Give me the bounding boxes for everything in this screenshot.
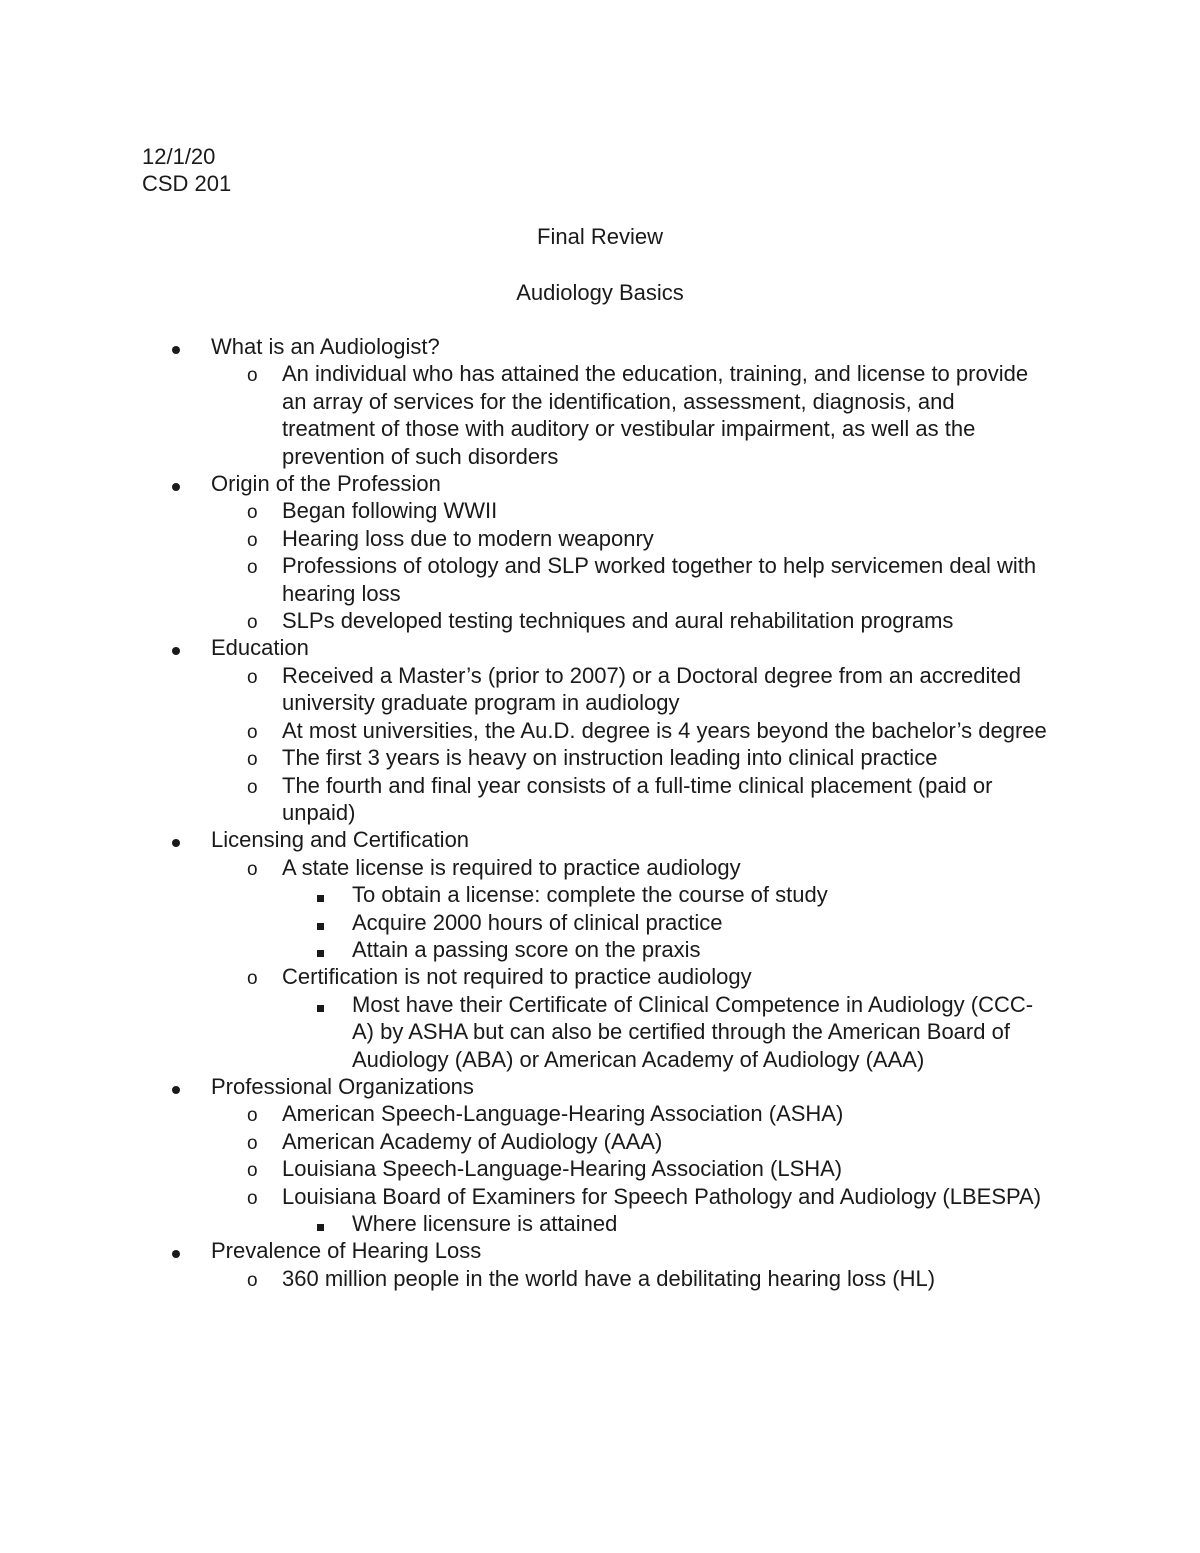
outline-item-text: Louisiana Board of Examiners for Speech Pathology and Audiology (LBESPA) (282, 1183, 1042, 1209)
outline-item-level-2 (0, 607, 1200, 634)
square-bullet-glyph (317, 1224, 324, 1231)
outline-item-level-2 (0, 772, 1200, 827)
circle-bullet-icon (247, 552, 265, 581)
outline-item-text: Received a Master’s (prior to 2007) or a Doctoral degree from an accredited university graduate program in audiology (282, 662, 1021, 716)
circle-bullet-icon (247, 1155, 265, 1184)
circle-bullet-icon (247, 854, 265, 883)
outline-item-level-2 (0, 963, 1200, 990)
square-bullet-icon (317, 991, 331, 1018)
bullet-icon (172, 470, 186, 497)
outline-item-level-1 (0, 1073, 1200, 1100)
outline-item-text: Prevalence of Hearing Loss (211, 1238, 482, 1264)
circle-bullet-glyph: o (247, 502, 258, 524)
outline-item-level-2 (0, 360, 1200, 470)
outline-item-level-2 (0, 1183, 1200, 1210)
outline-item-level-2 (0, 1155, 1200, 1182)
circle-bullet-glyph: o (247, 666, 258, 688)
outline-item-level-3 (0, 881, 1200, 908)
outline-item-level-2 (0, 662, 1200, 717)
outline-item-text: The first 3 years is heavy on instruction leading into clinical practice (282, 745, 938, 771)
filled-circle-bullet-icon (172, 647, 180, 655)
outline-item-level-1 (0, 333, 1200, 360)
circle-bullet-icon (247, 607, 265, 636)
circle-bullet-icon (247, 717, 265, 746)
document-title: Final Review (537, 224, 663, 249)
outline-item-level-1 (0, 826, 1200, 853)
square-bullet-icon (317, 909, 331, 936)
circle-bullet-glyph: o (247, 557, 258, 579)
circle-bullet-glyph: o (247, 1160, 258, 1182)
square-bullet-icon (317, 936, 331, 963)
outline-item-text: Began following WWII (282, 498, 498, 524)
outline-item-level-2 (0, 717, 1200, 744)
outline-item-text: Where licensure is attained (352, 1211, 618, 1236)
circle-bullet-icon (247, 1183, 265, 1212)
outline-item-text: The fourth and final year consists of a full-time clinical placement (paid or unpaid) (282, 772, 993, 825)
outline-item-level-1 (0, 470, 1200, 497)
outline-item-text: SLPs developed testing techniques and aural rehabilitation programs (282, 608, 954, 634)
outline-list (0, 333, 1200, 1292)
outline-item-text: Origin of the Profession (211, 471, 441, 497)
outline-item-level-2 (0, 854, 1200, 881)
outline-item-text: An individual who has attained the education, training, and license to provide an array of services for the identification, assessment, diagnosis, and treatment of those with auditory or vestibular impairment, as well as the prevention of such disorders (282, 361, 1029, 469)
circle-bullet-glyph: o (247, 1269, 258, 1291)
outline-item-text: Professional Organizations (211, 1073, 474, 1099)
date-line: 12/1/20 (142, 144, 216, 169)
square-bullet-glyph (317, 895, 324, 902)
square-bullet-glyph (317, 950, 324, 957)
outline-item-level-3 (0, 991, 1200, 1073)
outline-item-level-1 (0, 1237, 1200, 1264)
outline-item-level-2 (0, 744, 1200, 771)
outline-item-level-2 (0, 552, 1200, 607)
outline-item-text: American Academy of Audiology (AAA) (282, 1128, 663, 1154)
outline-item-level-3 (0, 936, 1200, 963)
square-bullet-icon (317, 881, 331, 908)
circle-bullet-icon (247, 772, 265, 801)
outline-item-text: Licensing and Certification (211, 827, 470, 853)
circle-bullet-glyph: o (247, 749, 258, 771)
circle-bullet-glyph: o (247, 1105, 258, 1127)
outline-item-text: Certification is not required to practice audiology (282, 964, 752, 990)
outline-item-level-1 (0, 634, 1200, 661)
circle-bullet-glyph: o (247, 721, 258, 743)
outline-item-text: Hearing loss due to modern weaponry (282, 525, 654, 551)
circle-bullet-icon (247, 1128, 265, 1157)
outline-item-level-2 (0, 1128, 1200, 1155)
square-bullet-glyph (317, 923, 324, 930)
outline-item-text: Most have their Certificate of Clinical Competence in Audiology (CCC-A) by ASHA but can also be certified through the American Board of Audiology (ABA) or American Academy of Audiology (AAA) (352, 991, 1034, 1072)
circle-bullet-glyph: o (247, 968, 258, 990)
outline-item-level-2 (0, 525, 1200, 552)
outline-item-text: Professions of otology and SLP worked together to help servicemen deal with hearing loss (282, 553, 1037, 606)
outline-item-level-3 (0, 909, 1200, 936)
section-title: Audiology Basics (516, 280, 684, 305)
filled-circle-bullet-icon (172, 1086, 180, 1094)
circle-bullet-icon (247, 1265, 265, 1294)
outline-item-text: At most universities, the Au.D. degree is 4 years beyond the bachelor’s degree (282, 717, 1047, 743)
outline-item-text: A state license is required to practice audiology (282, 854, 741, 880)
outline-item-text: Acquire 2000 hours of clinical practice (352, 909, 723, 935)
circle-bullet-icon (247, 525, 265, 554)
bullet-icon (172, 1237, 186, 1264)
filled-circle-bullet-icon (172, 839, 180, 847)
outline-item-text: 360 million people in the world have a debilitating hearing loss (HL) (282, 1265, 936, 1291)
outline-item-text: Education (211, 635, 309, 661)
circle-bullet-icon (247, 360, 265, 389)
filled-circle-bullet-icon (172, 346, 180, 354)
square-bullet-glyph (317, 1005, 324, 1012)
circle-bullet-icon (247, 963, 265, 992)
outline-item-level-2 (0, 1100, 1200, 1127)
outline-item-text: American Speech-Language-Hearing Association (ASHA) (282, 1101, 844, 1127)
circle-bullet-icon (247, 1100, 265, 1129)
circle-bullet-glyph: o (247, 776, 258, 798)
circle-bullet-glyph: o (247, 365, 258, 387)
circle-bullet-icon (247, 744, 265, 773)
bullet-icon (172, 333, 186, 360)
bullet-icon (172, 1073, 186, 1100)
outline-item-level-3 (0, 1210, 1200, 1237)
circle-bullet-icon (247, 662, 265, 691)
filled-circle-bullet-icon (172, 1250, 180, 1258)
circle-bullet-glyph: o (247, 1187, 258, 1209)
circle-bullet-glyph: o (247, 529, 258, 551)
outline-item-text: What is an Audiologist? (211, 334, 440, 359)
filled-circle-bullet-icon (172, 483, 180, 491)
circle-bullet-glyph: o (247, 612, 258, 634)
course-line: CSD 201 (142, 171, 232, 196)
outline-item-level-2 (0, 497, 1200, 524)
outline-item-text: To obtain a license: complete the course of study (352, 882, 828, 908)
circle-bullet-glyph: o (247, 1132, 258, 1154)
outline-item-level-2 (0, 1265, 1200, 1292)
bullet-icon (172, 826, 186, 853)
outline-item-text: Attain a passing score on the praxis (352, 936, 701, 962)
circle-bullet-icon (247, 497, 265, 526)
outline-item-text: Louisiana Speech-Language-Hearing Association (LSHA) (282, 1156, 843, 1182)
circle-bullet-glyph: o (247, 858, 258, 880)
bullet-icon (172, 634, 186, 661)
square-bullet-icon (317, 1210, 331, 1237)
